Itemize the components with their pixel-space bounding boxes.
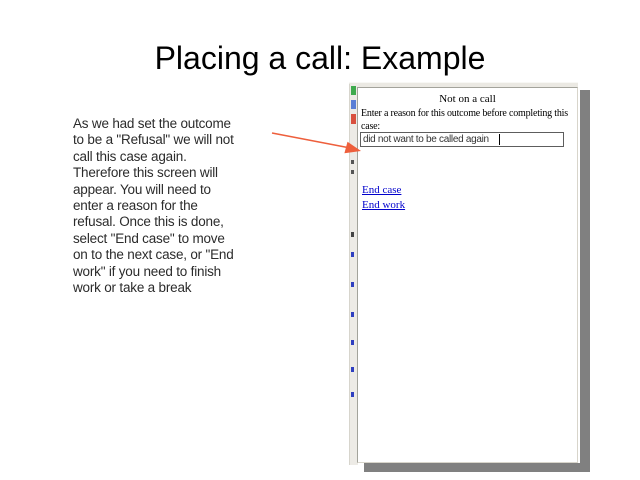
link-fragment (351, 367, 354, 372)
icon-fragment (351, 86, 356, 95)
body-text-line: to be a "Refusal" we will not (73, 132, 234, 148)
arrow-head (344, 142, 361, 153)
body-text-line: call this case again. (73, 148, 187, 164)
link-fragment (351, 392, 354, 397)
arrow-line (272, 133, 347, 147)
body-text-line: work or take a break (73, 280, 192, 296)
text-caret (499, 134, 500, 145)
not-on-call-dialog (357, 87, 578, 463)
text-fragment (351, 232, 354, 237)
text-fragment (351, 160, 354, 164)
icon-fragment (351, 100, 356, 109)
dialog-title: Not on a call (439, 93, 496, 105)
body-text-line: enter a reason for the (73, 198, 198, 214)
window-drop-shadow (580, 90, 590, 472)
callout-arrow (268, 126, 368, 160)
screenshot-region (349, 82, 594, 474)
page-title: Placing a call: Example (154, 40, 486, 76)
end-case-link[interactable]: End case (362, 184, 402, 196)
dialog-prompt: Enter a reason for this outcome before completing this case: (361, 108, 568, 132)
body-text-line: As we had set the outcome (73, 116, 231, 131)
body-text-line: work" if you need to finish (73, 263, 221, 279)
body-text-line: appear. You will need to (73, 181, 211, 197)
reason-input-wrap (360, 132, 566, 149)
link-fragment (351, 312, 354, 317)
body-text-line: select "End case" to move (73, 230, 225, 246)
body-text-line: Therefore this screen will (73, 165, 218, 181)
link-fragment (351, 282, 354, 287)
end-work-link[interactable]: End work (362, 199, 406, 211)
icon-fragment (351, 114, 356, 124)
slide-body-text (73, 116, 283, 296)
body-text-line: refusal. Once this is done, (73, 214, 224, 230)
text-fragment (351, 170, 354, 174)
link-fragment (351, 340, 354, 345)
body-text-line: on to the next case, or "End (73, 247, 234, 263)
link-fragment (351, 252, 354, 257)
reason-input[interactable] (360, 132, 564, 147)
window-drop-shadow (364, 463, 590, 472)
